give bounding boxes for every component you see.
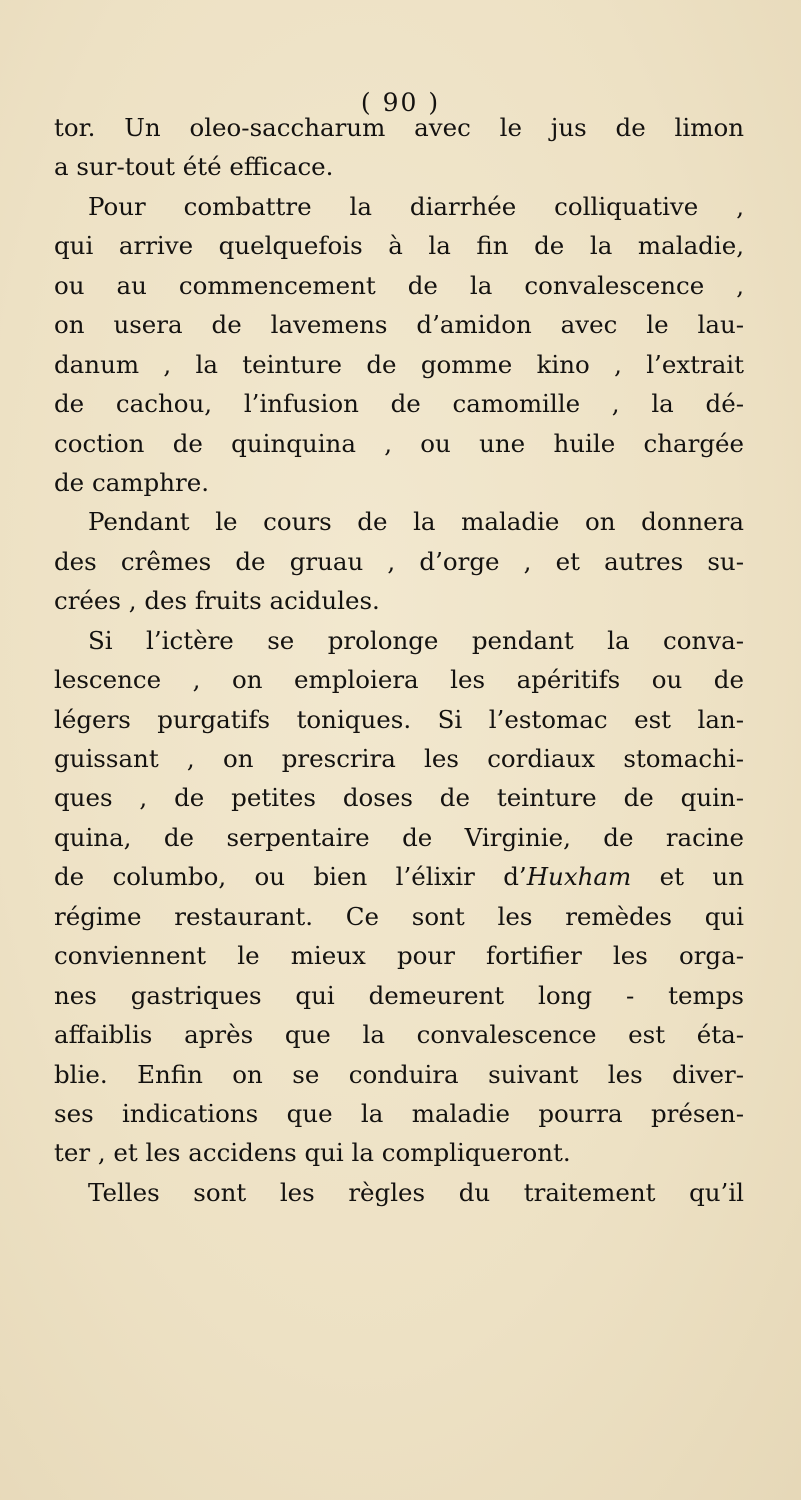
text-line-2: a sur-tout été efficace. (54, 152, 334, 182)
text-line-12: des crêmes de gruau , d’orge , et autres su- (54, 546, 744, 576)
author-name-italic: Huxham (526, 862, 632, 892)
text-line-28: Telles sont les règles du traitement qu’il (88, 1177, 744, 1207)
text-line-20 (54, 857, 744, 896)
text-line-22: conviennent le mieux pour fortifier les orga- (54, 941, 744, 971)
text-line-8: de cachou, l’infusion de camomille , la dé- (54, 389, 744, 419)
text-line-6: on usera de lavemens d’amidon avec le lau- (54, 310, 744, 340)
body-text (54, 108, 744, 1212)
text-line-23: nes gastriques qui demeurent long - temps (54, 980, 744, 1010)
text-line-26: ses indications que la maladie pourra présen- (54, 1098, 744, 1128)
text-line-20-end: et un (631, 862, 744, 892)
text-line-27: ter , et les accidens qui la compliqueront. (54, 1138, 571, 1168)
text-line-13: crées , des fruits acidules. (54, 586, 380, 616)
text-line-15: lescence , on emploiera les apéritifs ou de (54, 665, 744, 695)
text-line-16: légers purgatifs toniques. Si l’estomac est lan- (54, 704, 744, 734)
text-line-5: ou au commencement de la convalescence , (54, 270, 744, 300)
text-line-24: affaiblis après que la convalescence est éta- (54, 1020, 744, 1050)
text-line-14: Si l’ictère se prolonge pendant la conva- (88, 625, 744, 655)
text-line-25: blie. Enfin on se conduira suivant les diver- (54, 1059, 744, 1089)
text-line-1: tor. Un oleo-saccharum avec le jus de limon (54, 113, 744, 142)
text-line-10: de camphre. (54, 467, 209, 497)
text-line-20-start: de columbo, ou bien l’élixir d’ (54, 862, 527, 892)
text-line-19: quina, de serpentaire de Virginie, de racine (54, 822, 744, 852)
text-line-18: ques , de petites doses de teinture de quin- (54, 783, 744, 813)
text-line-7: danum , la teinture de gomme kino , l’extrait (54, 349, 744, 379)
text-line-17: guissant , on prescrira les cordiaux stomachi- (54, 744, 744, 773)
text-line-11: Pendant le cours de la maladie on donnera (88, 507, 744, 537)
text-line-3: Pour combattre la diarrhée colliquative , (88, 191, 744, 221)
page-number: ( 90 ) (360, 88, 441, 117)
text-line-9: coction de quinquina , ou une huile chargée (54, 428, 744, 458)
text-line-4: qui arrive quelquefois à la fin de la maladie, (54, 231, 744, 261)
text-line-21: régime restaurant. Ce sont les remèdes qui (54, 901, 744, 931)
